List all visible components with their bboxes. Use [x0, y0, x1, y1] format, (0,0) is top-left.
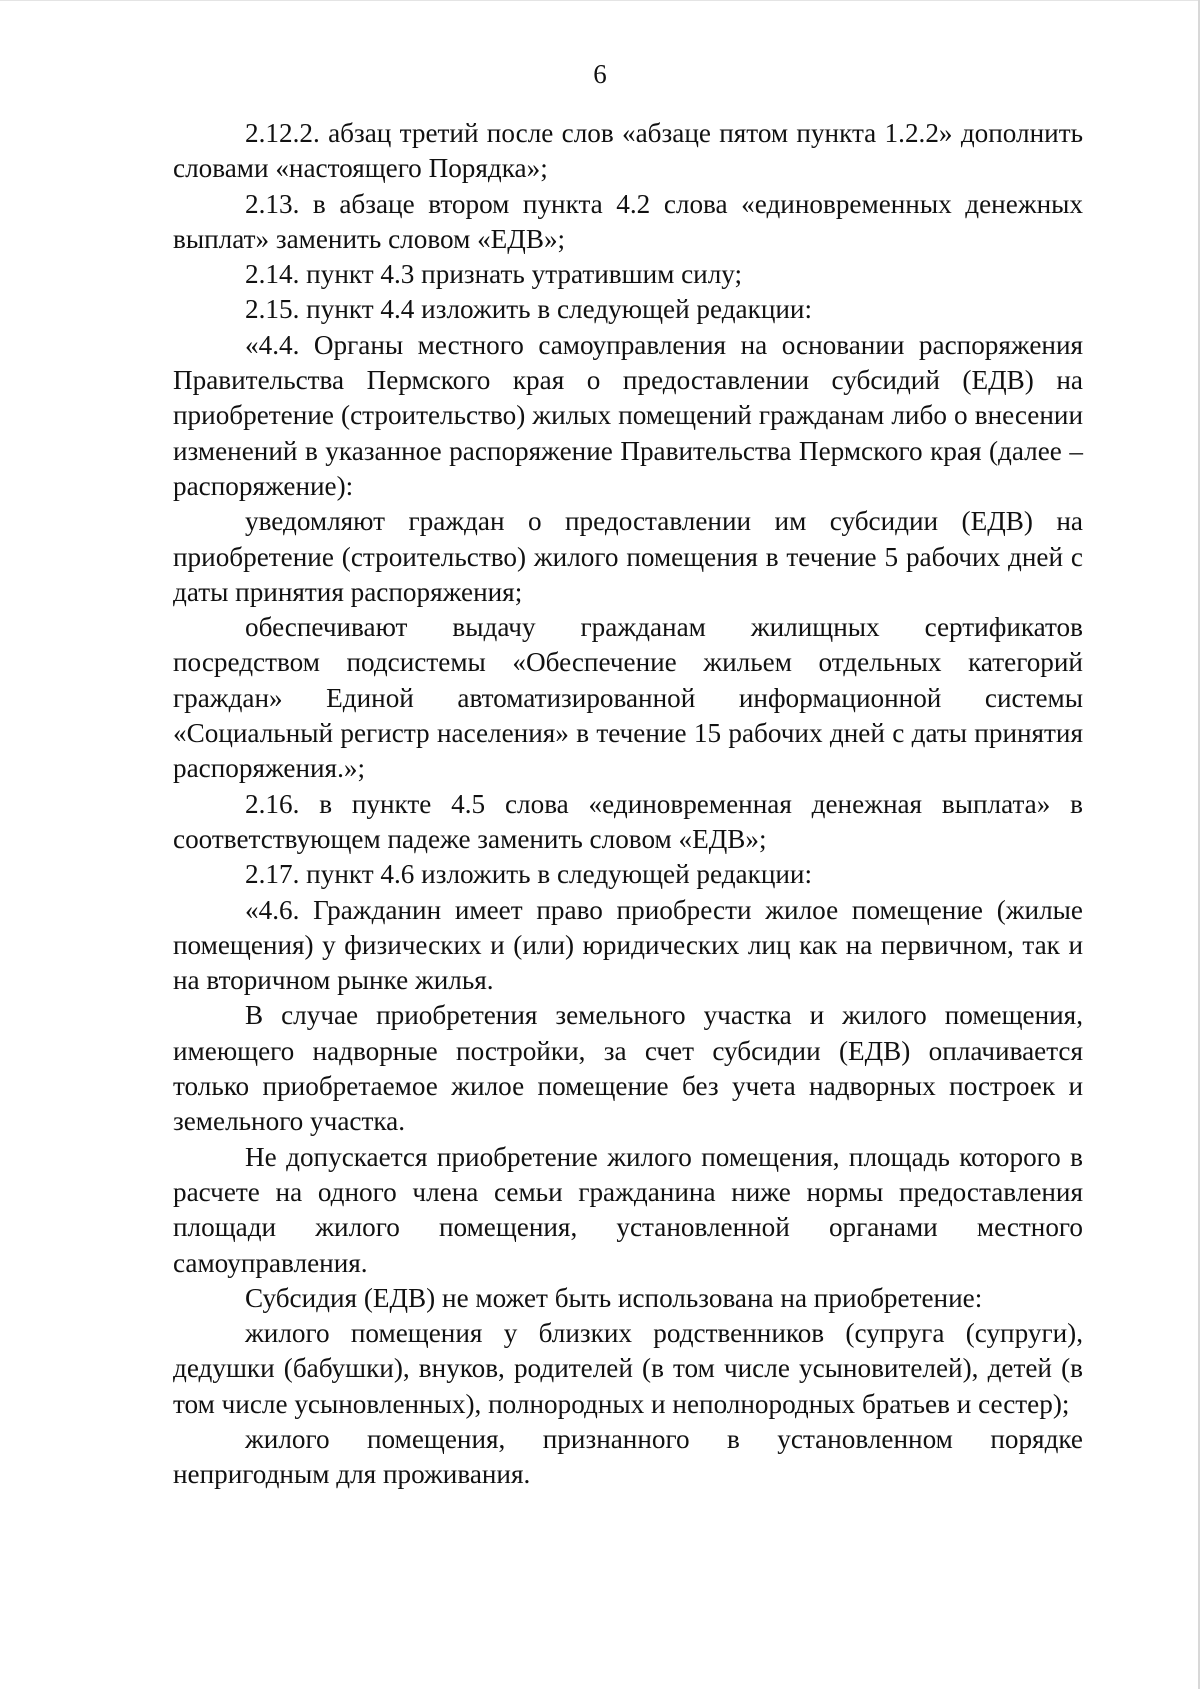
paragraph-2-16: 2.16. в пункте 4.5 слова «единовременная денежная выплата» в соответствующем падеже заменить словом «ЕДВ»; — [173, 788, 1083, 854]
paragraph-4-6: «4.6. Гражданин имеет право приобрести жилое помещение (жилые помещения) у физических и (или) юридических лиц как на первичном, так и на вторичном рынке жилья. — [173, 894, 1083, 996]
document-body — [173, 116, 1083, 1493]
paragraph-4-4: «4.4. Органы местного самоуправления на основании распоряжения Правительства Пермского края о предоставлении субсидий (ЕДВ) на приобретение (строительство) жилых помещений гражданам либо о внесении изменений в указанное распоряжение Правительства Пермского края (далее – распоряжение): — [173, 329, 1083, 501]
paragraph-area-norm: Не допускается приобретение жилого помещения, площадь которого в расчете на одного члена семьи гражданина ниже нормы предоставления площади жилого помещения, установленной органами местного самоуправления. — [173, 1141, 1083, 1278]
paragraph-unfit-housing: жилого помещения, признанного в установленном порядке непригодным для проживания. — [173, 1423, 1083, 1490]
paragraph-notify-citizens: уведомляют граждан о предоставлении им субсидии (ЕДВ) на приобретение (строительство) жилого помещения в течение 5 рабочих дней с даты принятия распоряжения; — [173, 506, 1083, 607]
paragraph-issue-certificates: обеспечивают выдачу гражданам жилищных сертификатов посредством подсистемы «Обеспечение жильем отдельных категорий граждан» Единой автоматизированной информационной системы «Социальный регистр населения» в течение 15 рабочих дней с даты принятия распоряжения.»; — [173, 612, 1083, 784]
paragraph-relatives: жилого помещения у близких родственников (супруга (супруги), дедушки (бабушки), внуков, родителей (в том числе усыновителей), детей (в том числе усыновленных), полнородных и неполнородных братьев и сестер); — [173, 1318, 1083, 1419]
page-number: 6 — [593, 59, 607, 89]
paragraph-2-12-2: 2.12.2. абзац третий после слов «абзаце пятом пункта 1.2.2» дополнить словами «настоящего Порядка»; — [173, 118, 1083, 184]
paragraph-2-15: 2.15. пункт 4.4 изложить в следующей редакции: — [245, 294, 813, 325]
paragraph-land-plot: В случае приобретения земельного участка и жилого помещения, имеющего надворные постройки, за счет субсидии (ЕДВ) оплачивается только приобретаемое жилое помещение без учета надворных построек и земельного участка. — [173, 1000, 1083, 1137]
paragraph-2-13: 2.13. в абзаце втором пункта 4.2 слова «единовременных денежных выплат» заменить словом «ЕДВ»; — [173, 188, 1083, 254]
scan-edge-top — [0, 0, 1200, 1]
paragraph-subsidy-restriction: Субсидия (ЕДВ) не может быть использована на приобретение: — [245, 1282, 983, 1313]
paragraph-2-14: 2.14. пункт 4.3 признать утратившим силу; — [245, 259, 743, 290]
paragraph-2-17: 2.17. пункт 4.6 изложить в следующей редакции: — [245, 859, 813, 890]
